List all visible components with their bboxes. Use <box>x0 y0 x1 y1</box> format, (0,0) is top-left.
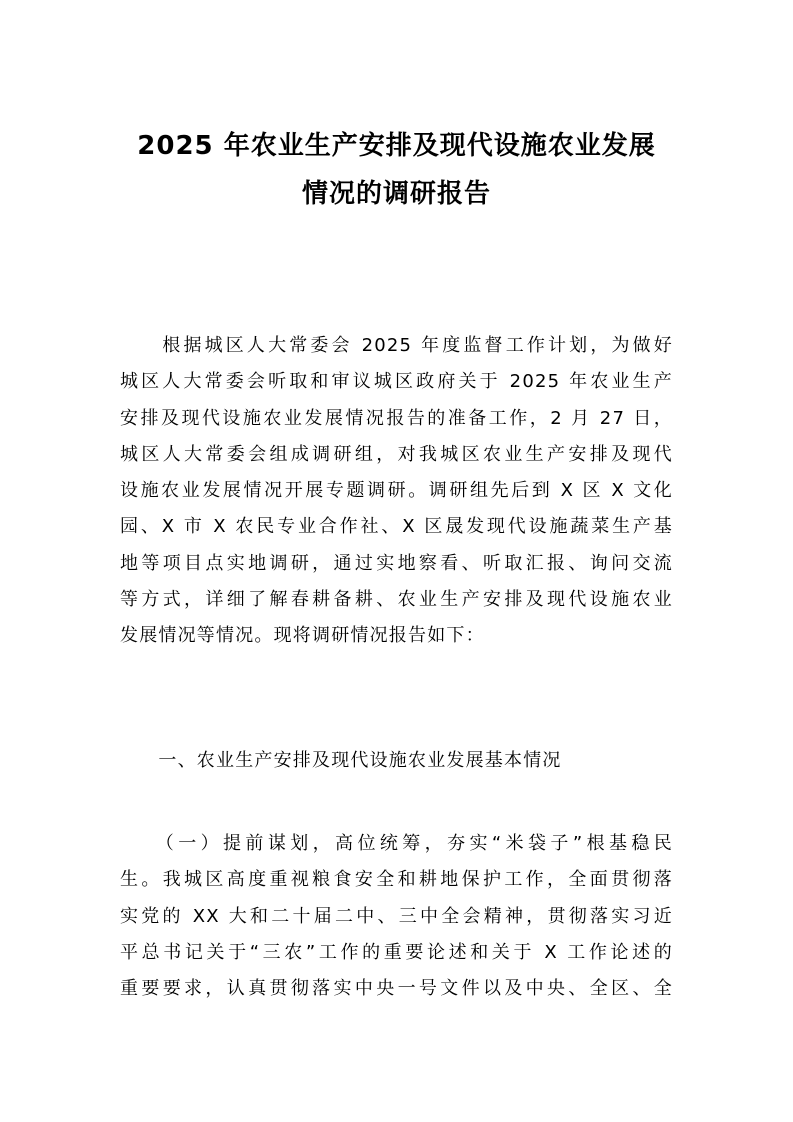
paragraph-line: 生。我城区高度重视粮食安全和耕地保护工作，全面贯彻落 <box>120 869 673 891</box>
intro-paragraph <box>120 328 673 655</box>
paragraph-line: 城区人大常委会组成调研组，对我城区农业生产安排及现代 <box>120 443 673 465</box>
section-heading <box>120 743 673 779</box>
paragraph-line: 园、X 市 X 农民专业合作社、X 区晟发现代设施蔬菜生产基 <box>120 516 673 538</box>
paragraph-line: 设施农业发展情况开展专题调研。调研组先后到 X 区 X 文化 <box>120 480 673 502</box>
paragraph-line: 等方式，详细了解春耕备耕、农业生产安排及现代设施农业 <box>120 589 673 611</box>
paragraph-line: 根据城区人大常委会 2025 年度监督工作计划，为做好 <box>120 335 673 356</box>
title-line-2: 情况的调研报告 <box>301 179 491 209</box>
title-line-1: 2025 年农业生产安排及现代设施农业发展 <box>137 131 656 161</box>
paragraph-line: 城区人大常委会听取和审议城区政府关于 2025 年农业生产 <box>120 371 673 393</box>
section-heading-text: 一、农业生产安排及现代设施农业发展基本情况 <box>120 750 562 771</box>
paragraph-line: 实党的 XX 大和二十届二中、三中全会精神，贯彻落实习近 <box>120 905 673 927</box>
paragraph-line: 重要要求，认真贯彻落实中央一号文件以及中央、全区、全 <box>120 978 673 1000</box>
paragraph-line: 平总书记关于“三农”工作的重要论述和关于 X 工作论述的 <box>120 941 673 963</box>
paragraph-line: 安排及现代设施农业发展情况报告的准备工作，2 月 27 日， <box>120 407 673 429</box>
paragraph-line: 发展情况等情况。现将调研情况报告如下： <box>120 625 485 647</box>
paragraph-line: 地等项目点实地调研，通过实地察看、听取汇报、询问交流 <box>120 552 673 574</box>
paragraph-line: （一）提前谋划，高位统筹，夯实“米袋子”根基稳民 <box>120 833 673 854</box>
document-title <box>110 122 683 218</box>
subsection-paragraph <box>120 826 673 1007</box>
